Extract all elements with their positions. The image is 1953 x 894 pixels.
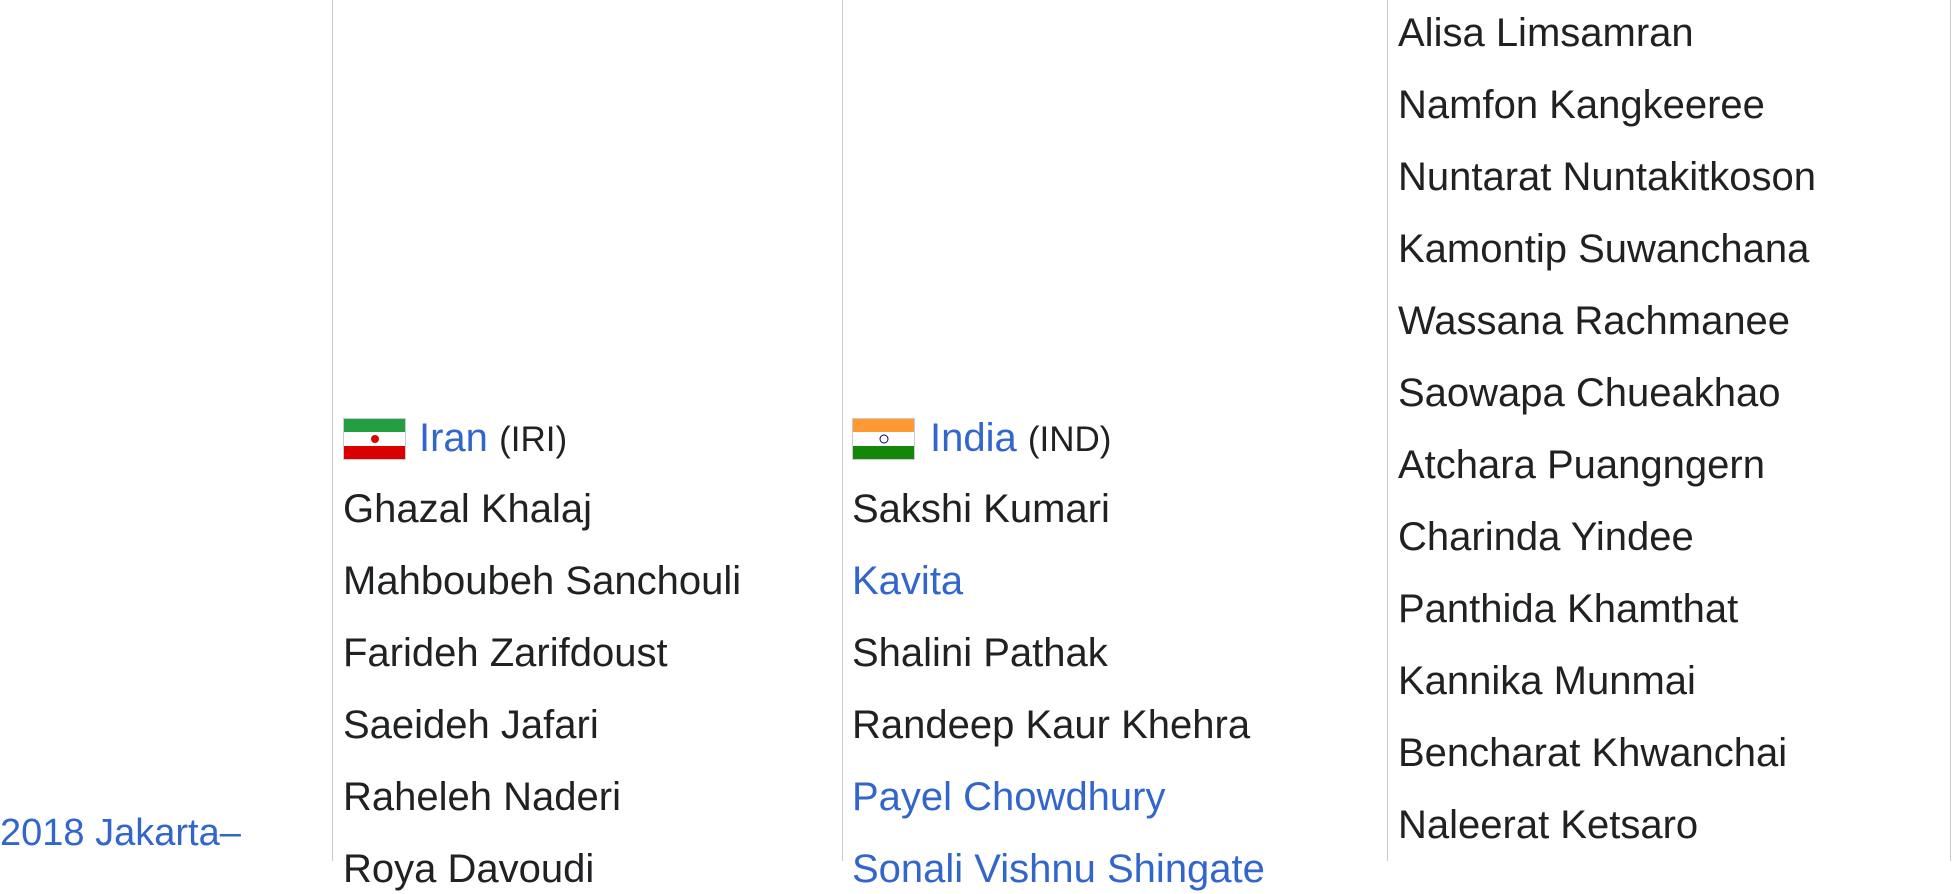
iran-country-code: (IRI) xyxy=(499,420,568,459)
india-player-link[interactable]: Payel Chowdhury xyxy=(852,775,1166,819)
india-player-link[interactable]: Sonali Vishnu Shingate xyxy=(852,847,1265,891)
column-border-far-right xyxy=(1950,0,1951,861)
thailand-player: Panthida Khamthat xyxy=(1398,587,1739,631)
thailand-player: Kannika Munmai xyxy=(1398,659,1696,703)
thailand-player: Wassana Rachmanee xyxy=(1398,299,1791,343)
thailand-player: Kamontip Suwanchana xyxy=(1398,227,1810,271)
india-flag-icon xyxy=(852,418,915,460)
iran-player: Mahboubeh Sanchouli xyxy=(343,559,742,603)
iran-player: Ghazal Khalaj xyxy=(343,487,593,531)
india-country-code: (IND) xyxy=(1027,420,1112,459)
column-border-left xyxy=(332,0,333,861)
iran-country-link[interactable]: Iran xyxy=(419,416,488,460)
india-player: Sakshi Kumari xyxy=(852,487,1110,531)
india-header xyxy=(930,413,1111,465)
thailand-cell xyxy=(1398,0,1943,861)
thailand-player: Atchara Puangngern xyxy=(1398,443,1765,487)
iran-player: Saeideh Jafari xyxy=(343,703,599,747)
thailand-player: Charinda Yindee xyxy=(1398,515,1694,559)
column-border-right xyxy=(1387,0,1388,861)
iran-player: Roya Davoudi xyxy=(343,847,595,891)
iran-flag-icon xyxy=(343,418,406,460)
india-player: Shalini Pathak xyxy=(852,631,1108,675)
iran-header xyxy=(419,413,567,465)
thailand-player: Saowapa Chueakhao xyxy=(1398,371,1781,415)
thailand-player: Naleerat Ketsaro xyxy=(1398,803,1699,847)
thailand-player: Alisa Limsamran xyxy=(1398,11,1694,55)
india-cell xyxy=(852,0,1382,891)
thailand-player: Bencharat Khwanchai xyxy=(1398,731,1788,775)
india-player: Randeep Kaur Khehra xyxy=(852,703,1251,747)
iran-player: Farideh Zarifdoust xyxy=(343,631,668,675)
games-link[interactable]: 2018 Jakarta– xyxy=(0,812,241,854)
thailand-player: Nuntarat Nuntakitkoson xyxy=(1398,155,1817,199)
thailand-player: Namfon Kangkeeree xyxy=(1398,83,1765,127)
india-player-link[interactable]: Kavita xyxy=(852,559,964,603)
iran-cell xyxy=(343,0,833,891)
india-country-link[interactable]: India xyxy=(930,416,1017,460)
column-border-middle xyxy=(842,0,843,861)
iran-player: Raheleh Naderi xyxy=(343,775,621,819)
